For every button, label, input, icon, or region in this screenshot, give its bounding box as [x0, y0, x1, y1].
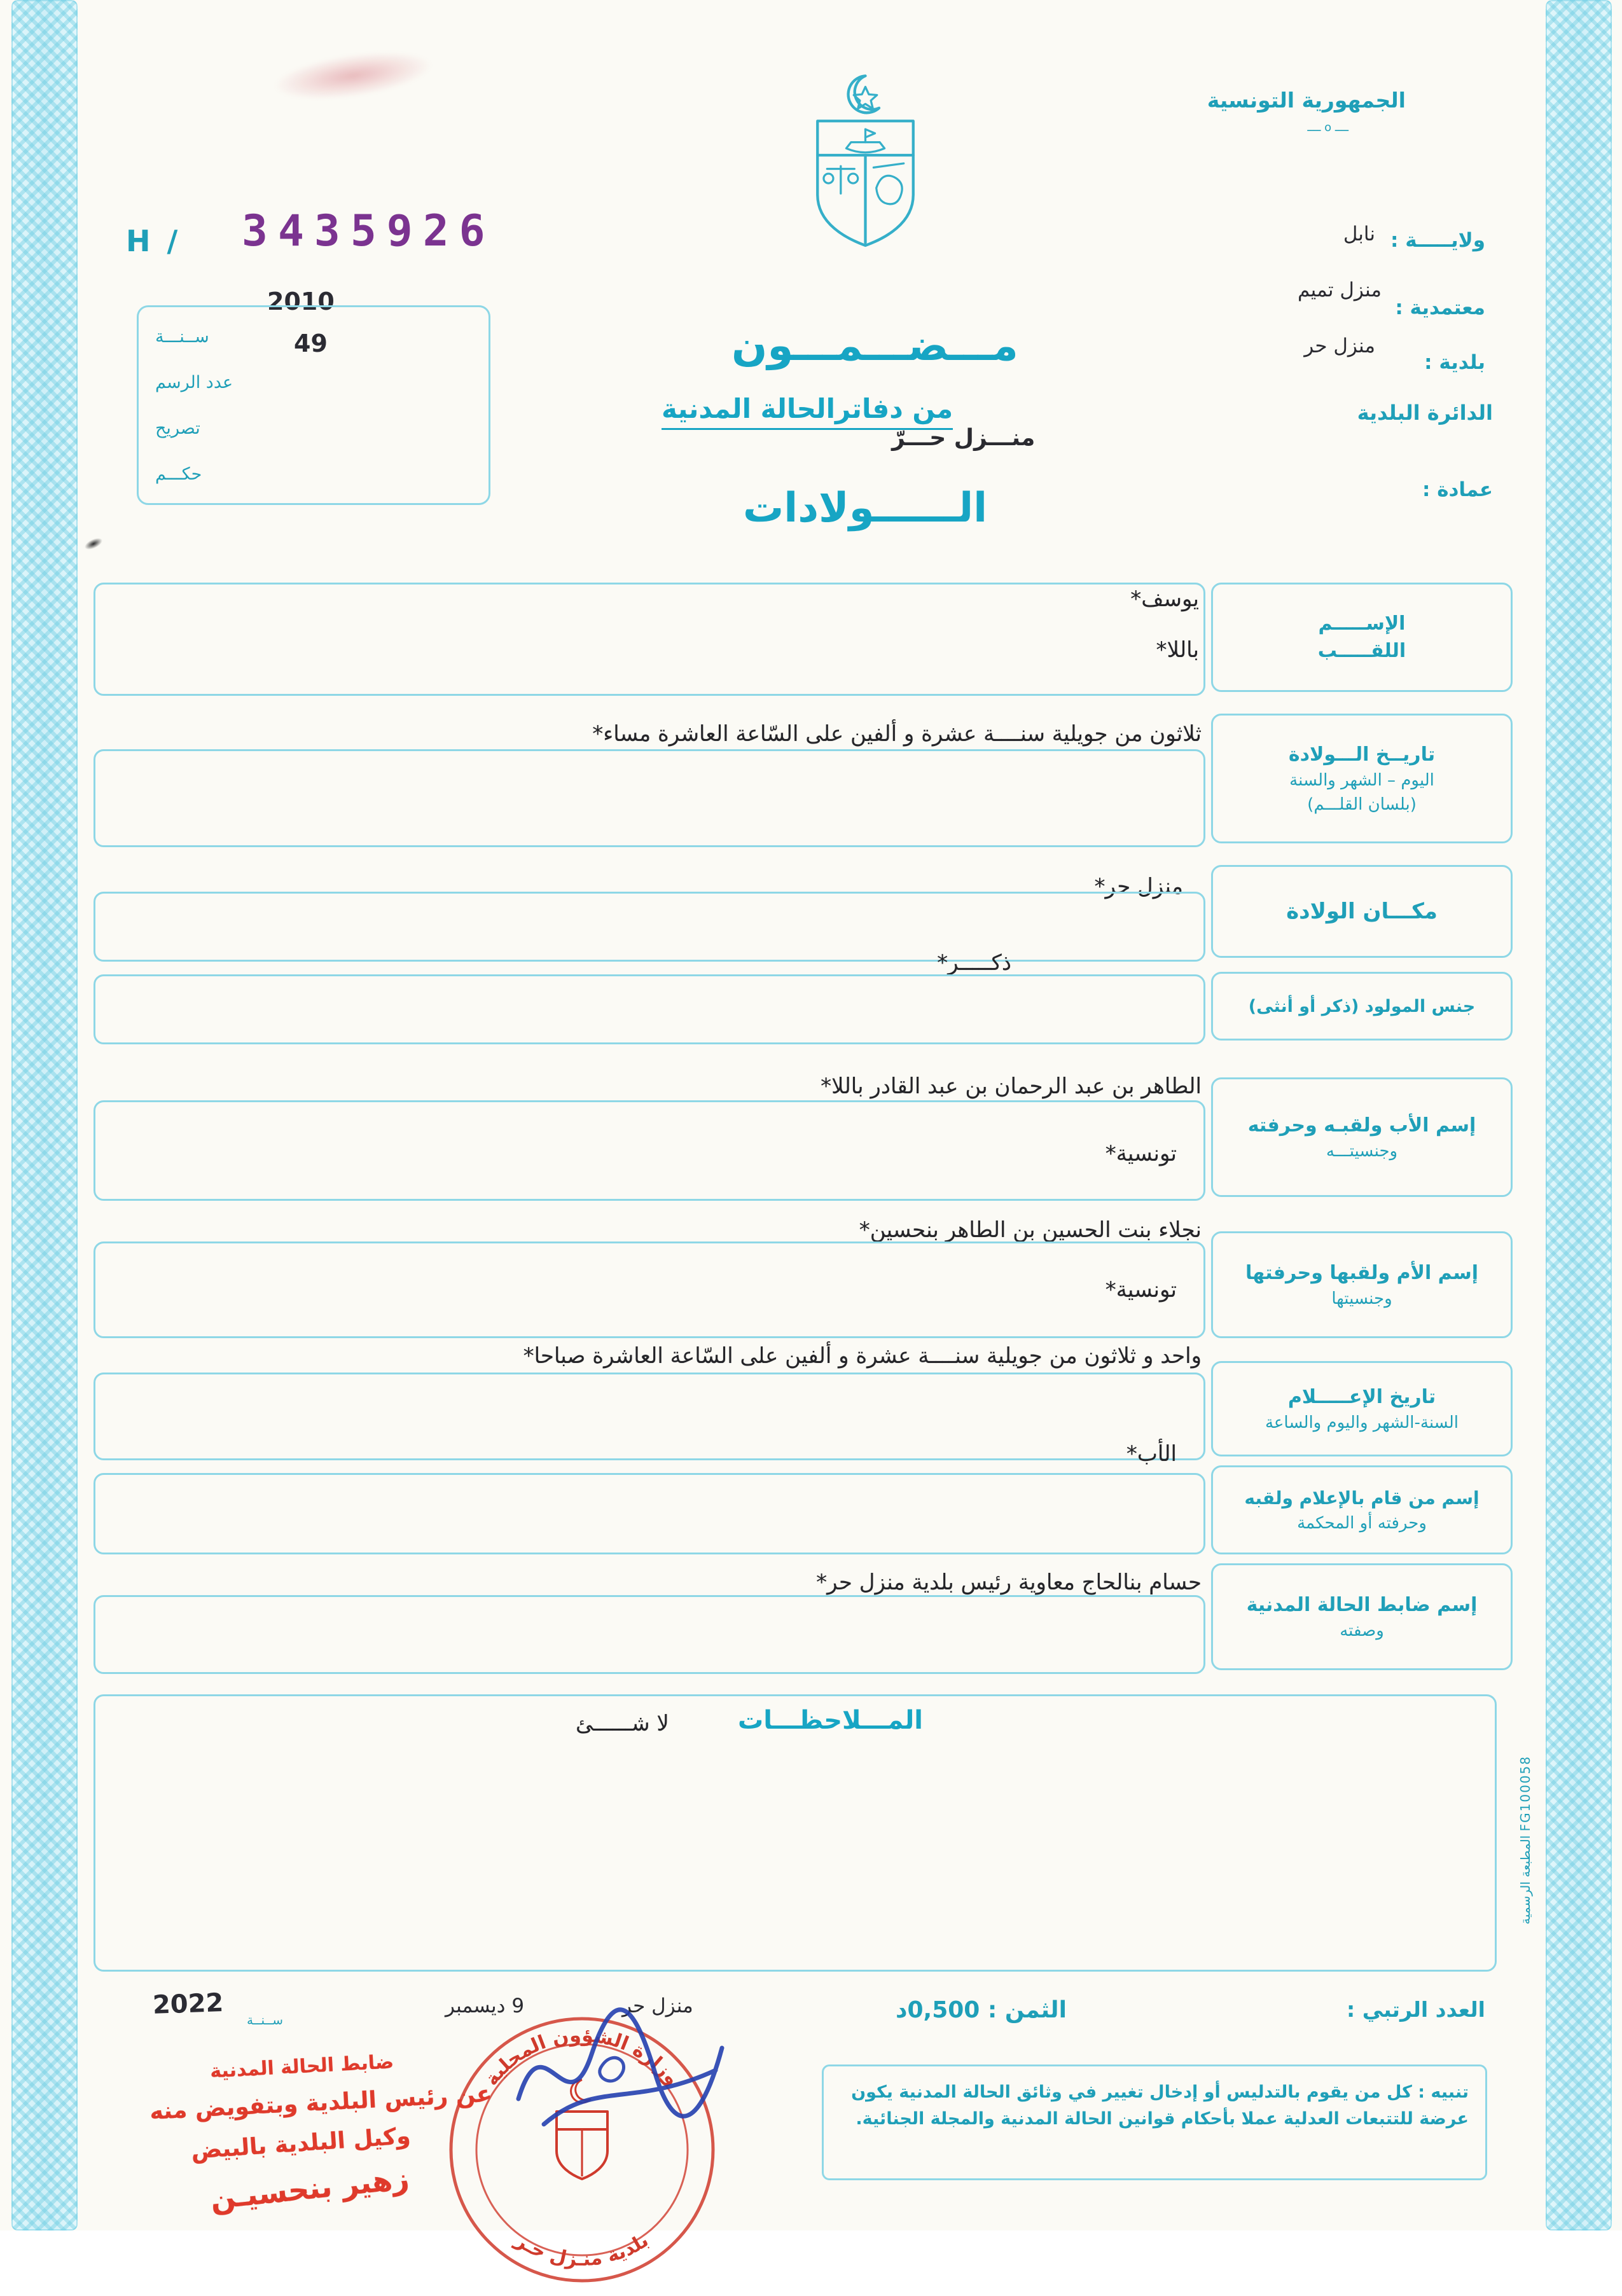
title-civil-registers: من دفاترالحالة المدنية	[662, 393, 953, 430]
notes-label: المـــلاحظـــات	[738, 1706, 923, 1735]
mother-name-value: نجلاء بنت الحسين بن الطاهر بنحسين*	[859, 1217, 1202, 1243]
price-label: الثمن : 0,500د	[896, 1997, 1067, 2023]
issue-year-handwritten: 2022	[152, 1988, 225, 2020]
baladiya-value: منزل حر	[1304, 335, 1375, 357]
officer-label: إسم ضابط الحالة المدنية	[1246, 1593, 1478, 1616]
gender-value: ذكـــــر*	[937, 950, 1011, 976]
birth-date-sublabel-2: (بلسان القلـــم)	[1307, 794, 1417, 814]
handwritten-act-number: 49	[294, 329, 328, 357]
declaration-date-label-box	[1211, 1361, 1513, 1456]
notes-box	[94, 1694, 1497, 1972]
declarant-value: الأب*	[1126, 1441, 1177, 1467]
serial-prefix: H /	[126, 224, 181, 258]
name-label: الإســـــم	[1318, 612, 1406, 635]
gender-label-box	[1211, 972, 1513, 1041]
handwritten-year: 2010	[267, 287, 335, 315]
imada-label: عمادة :	[1422, 478, 1493, 501]
issue-place-value: منزل حر	[622, 1995, 693, 2017]
officer-label-box	[1211, 1563, 1513, 1670]
printing-reference: المطبعة الرسمية FG100058	[1518, 1755, 1533, 1925]
svg-text:بلدية منـزل حـر	[510, 2229, 653, 2271]
red-hand-line-1: ضابط الحالة المدنية	[209, 2050, 394, 2083]
republic-underline: ــــ o ــــ	[1307, 121, 1348, 134]
gender-value-box	[94, 974, 1205, 1044]
birth-place-value-box	[94, 892, 1205, 962]
stampbox-declaration-label: تصريح	[155, 418, 200, 438]
ordinal-number-label: العدد الرتبي :	[1347, 1997, 1485, 2022]
declaration-date-label: تاريخ الإعـــــلام	[1287, 1385, 1436, 1408]
surname-label: اللقـــــب	[1317, 640, 1406, 662]
officer-sublabel: وصفته	[1340, 1621, 1384, 1640]
ink-smudge	[272, 44, 435, 107]
issue-date-value: 9 ديسمبر	[445, 1995, 525, 2017]
birth-date-value-box	[94, 749, 1205, 847]
birth-place-label: مكـــان الولادة	[1286, 899, 1438, 924]
declaration-date-value: واحد و ثلاثون من جويلية سنــــة عشرة و ألفين على السّاعة العاشرة صباحا*	[523, 1343, 1202, 1369]
declarant-value-box	[94, 1473, 1205, 1554]
birth-date-value: ثلاثون من جويلية سنــــة عشرة و ألفين على السّاعة العاشرة مساء*	[592, 721, 1202, 747]
declarant-sublabel: وحرفته أو المحكمة	[1297, 1513, 1427, 1533]
father-nationality-label: وجنسيتـــه	[1326, 1141, 1398, 1161]
birth-place-label-box	[1211, 865, 1513, 958]
declarant-label: إسم من قام بالإعلام ولقبه	[1244, 1487, 1480, 1509]
mother-label-box	[1211, 1231, 1513, 1338]
father-value-box	[94, 1100, 1205, 1201]
surname-value: باللا*	[1156, 637, 1199, 663]
father-label: إسم الأب ولقبـه وحرفته	[1247, 1114, 1476, 1137]
mother-nationality-value: تونسية*	[1105, 1277, 1177, 1303]
father-label-box	[1211, 1077, 1513, 1197]
name-label-box	[1211, 583, 1513, 692]
red-hand-signature-name: زهير بنحسيـن	[209, 2161, 411, 2216]
birth-date-sublabel-1: اليوم – الشهر والسنة	[1289, 770, 1434, 790]
officer-value: حسام بنالحاج معاوية رئيس بلدية منزل حر*	[816, 1570, 1202, 1595]
mutamadiya-label: معتمدية :	[1395, 296, 1485, 319]
title-madmoun: مـــضـــمـــون	[731, 321, 1018, 370]
first-name-value: يوسف*	[1130, 586, 1199, 612]
mother-label: إسم الأم ولقبها وحرفتها	[1245, 1261, 1478, 1284]
left-guilloche-border	[11, 0, 78, 2230]
father-name-value: الطاهر بن عبد الرحمان بن عبد القادر باللا*	[821, 1074, 1202, 1099]
name-value-box	[94, 583, 1205, 696]
district-label: الدائرة البلدية	[1357, 401, 1493, 425]
mother-nationality-label: وجنسيتها	[1331, 1289, 1392, 1308]
ink-mark	[83, 536, 104, 551]
issue-year-label: ســنــة	[247, 2012, 283, 2028]
title-births: الــــــولادات	[742, 485, 988, 532]
mother-value-box	[94, 1241, 1205, 1338]
serial-number-stamp: 3435926	[242, 206, 496, 256]
father-nationality-value: تونسية*	[1105, 1141, 1177, 1166]
declaration-date-sublabel: السنة-الشهر واليوم والساعة	[1265, 1413, 1459, 1432]
officer-value-box	[94, 1595, 1205, 1674]
mutamadiya-value: منزل تميم	[1298, 279, 1382, 301]
stampbox-judgment-label: حكـــم	[155, 464, 202, 484]
birth-date-label-box	[1211, 714, 1513, 843]
notes-value: لا شــــــئ	[576, 1711, 669, 1736]
registry-stamp-box	[137, 305, 490, 505]
declarant-label-box	[1211, 1465, 1513, 1554]
stampbox-year-label: ســنـــة	[155, 326, 209, 347]
red-hand-line-2: عن رئيس البلدية وبتفويض منه	[149, 2080, 493, 2126]
baladiya-label: بلدية :	[1424, 351, 1485, 374]
right-guilloche-border	[1546, 0, 1612, 2230]
red-hand-line-3: وكيل البلدية بالبيض	[190, 2122, 412, 2165]
seal-bottom-text: بلدية منـزل حـر	[511, 2229, 653, 2271]
declaration-date-value-box	[94, 1373, 1205, 1460]
stampbox-act-label: عدد الرسم	[155, 372, 233, 392]
gender-label: جنس المولود (ذكر أو أنثى)	[1248, 996, 1476, 1016]
district-value: منـــزل حـــرّ	[892, 425, 1036, 451]
birth-place-value: منزل حر*	[1094, 874, 1183, 899]
fraud-warning-notice: تنبيه : كل من يقوم بالتدليس أو إدخال تغيير في وثائق الحالة المدنية يكون عرضة للتتبعات العدلية عملا بأحكام قوانين الحالة المدنية والمجلة الجنائية.	[822, 2064, 1487, 2180]
birth-date-label: تاريــخ الـــولادة	[1288, 743, 1436, 766]
seal-top-text: وزارة الشؤون المحلية	[480, 2024, 684, 2091]
officer-signature	[506, 1991, 773, 2162]
tunisia-emblem-icon	[797, 71, 934, 257]
wilaya-value: نابل	[1343, 223, 1375, 246]
republic-title: الجمهورية التونسية	[1207, 88, 1406, 113]
wilaya-label: ولايـــــة :	[1390, 229, 1485, 252]
